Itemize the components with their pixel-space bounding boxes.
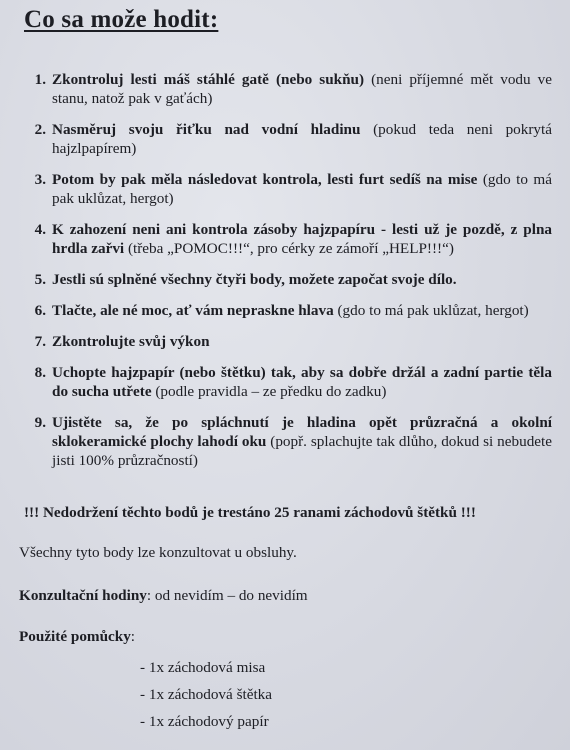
list-item: [24, 332, 552, 351]
item-text: [52, 220, 552, 258]
item-number: 7.: [34, 333, 46, 350]
consult-hours: [19, 587, 308, 605]
tools-colon: :: [130, 628, 136, 645]
list-item: [24, 413, 552, 470]
item-note-text: (gdo to má pak uklůzat, hergot): [333, 302, 529, 319]
item-note-text: (pokud teda neni pokrytá hajzlpapírem): [52, 121, 552, 157]
item-text: [52, 270, 552, 289]
item-bold-text: Tlačte, ale né moc, ať vám nepraskne hlava: [52, 302, 334, 319]
item-bold-text: Zkontrolujte svůj výkon: [52, 333, 210, 350]
item-note-text: (gdo to má pak uklůzat, hergot): [52, 171, 552, 207]
item-text: [52, 413, 552, 470]
item-number: 6.: [34, 302, 46, 319]
list-item: [24, 120, 552, 158]
tools-label: Použité pomůcky: [19, 628, 131, 645]
hours-label: Konzultační hodiny: [19, 587, 147, 604]
item-note-text: (podle pravidla – ze předku do zadku): [151, 383, 387, 400]
item-text: [52, 363, 552, 401]
tools-heading: [19, 628, 135, 646]
list-item: - 1x záchodová štětka: [140, 686, 272, 703]
item-bold-text: Potom by pak měla následovat kontrola, lesti furt sedíš na mise: [52, 171, 478, 188]
item-note-text: (neni příjemné mět vodu ve stanu, natož pak v gaťách): [52, 71, 553, 107]
item-text: [52, 120, 552, 158]
item-text: [52, 70, 552, 108]
item-bold-text: Ujistěte sa, že po spláchnutí je hladina opět průzračná a okolní sklokeramické plochy lahodí oku: [52, 414, 552, 450]
item-bold-text: Nasměruj svoju řiťku nad vodní hladinu: [52, 121, 361, 138]
list-item: [24, 363, 552, 401]
item-bold-text: Uchopte hajzpapír (nebo štětku) tak, aby sa dobře držál a zadní partie těla do sucha utřete: [52, 364, 552, 400]
item-text: [52, 170, 552, 208]
item-number: 3.: [34, 171, 46, 188]
list-item: - 1x záchodový papír: [140, 713, 269, 730]
page-title: Co sa može hodit:: [24, 6, 219, 33]
warning-text: !!! Nedodržení těchto bodů je trestáno 25 ranami záchodovů štětků !!!: [24, 504, 476, 521]
hours-value: : od nevidím – do nevidím: [146, 587, 308, 604]
consult-note: Všechny tyto body lze konzultovat u obsluhy.: [19, 544, 297, 561]
item-note-text: (popř. splachujte tak dlůho, dokud si nebudete jisti 100% průzračností): [52, 433, 552, 469]
list-item: [24, 170, 552, 208]
item-number: 1.: [34, 71, 46, 88]
item-text: [52, 301, 552, 320]
item-number: 9.: [34, 414, 46, 431]
item-bold-text: Jestli sú splněné všechny čtyři body, možete započat svoje dílo.: [52, 271, 457, 288]
list-item: [24, 220, 552, 258]
item-number: 4.: [34, 221, 46, 238]
item-number: 5.: [34, 271, 46, 288]
tools-list: [140, 654, 272, 735]
item-bold-text: Zkontroluj lesti máš stáhlé gatě (nebo sukňu): [52, 71, 365, 88]
item-number: 2.: [34, 121, 46, 138]
instruction-list: [24, 70, 552, 482]
list-item: [24, 70, 552, 108]
list-item: [24, 270, 552, 289]
item-text: [52, 332, 552, 351]
item-note-text: (třeba „POMOC!!!“, pro cérky ze zámoří „HELP!!!“): [124, 240, 454, 257]
item-bold-text: K zahození neni ani kontrola zásoby hajzpapíru - lesti už je pozdě, z plna hrdla zařvi: [52, 221, 552, 257]
item-number: 8.: [34, 364, 46, 381]
list-item: [24, 301, 552, 320]
list-item: - 1x záchodová misa: [140, 659, 266, 676]
